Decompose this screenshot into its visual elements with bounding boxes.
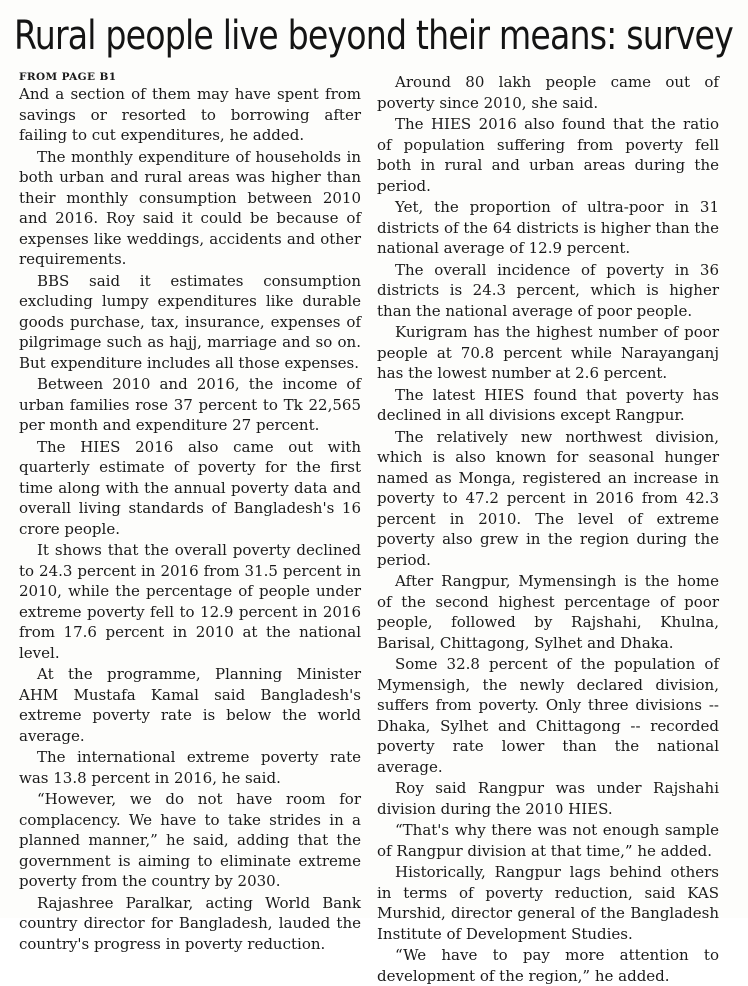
- paragraph: Historically, Rangpur lags behind others in terms of poverty reduction, said KAS Murshid, director general of the Bangladesh Institute of Development Studies.: [377, 863, 719, 943]
- paragraph: Around 80 lakh people came out of poverty since 2010, she said.: [377, 73, 719, 112]
- paragraph: The relatively new northwest division, which is also known for seasonal hunger named as Monga, registered an increase in poverty to 47.2 percent in 2016 from 42.3 percent in 2010. The level of extreme poverty also grew in the region during the period.: [377, 427, 719, 569]
- paragraph: Some 32.8 percent of the population of Mymensigh, the newly declared division, suffers from poverty. Only three divisions -- Dhaka, Sylhet and Chittagong -- recorded poverty rate lower than the national average.: [377, 655, 719, 776]
- paragraph: The HIES 2016 also came out with quarterly estimate of poverty for the first time along with the annual poverty data and overall living standards of Bangladesh's 16 crore people.: [19, 437, 361, 538]
- paragraph: The monthly expenditure of households in both urban and rural areas was higher than their monthly consumption between 2010 and 2016. Roy said it could be because of expenses like weddings, accidents and other requirements.: [19, 147, 361, 268]
- jump-line: FROM PAGE B1: [19, 71, 117, 83]
- paragraph: After Rangpur, Mymensingh is the home of the second highest percentage of poor people, followed by Rajshahi, Khulna, Barisal, Chittagong, Sylhet and Dhaka.: [377, 572, 719, 652]
- left-column: [19, 70, 361, 954]
- paragraph: Roy said Rangpur was under Rajshahi division during the 2010 HIES.: [377, 779, 719, 818]
- paragraph: The overall incidence of poverty in 36 districts is 24.3 percent, which is higher than the national average of poor people.: [377, 260, 719, 320]
- paragraph: “That's why there was not enough sample of Rangpur division at that time,” he added.: [377, 821, 719, 860]
- paragraph: “However, we do not have room for complacency. We have to take strides in a planned manner,” he said, adding that the government is aiming to eliminate extreme poverty from the country by 2030.: [19, 790, 361, 890]
- right-column: [377, 72, 719, 986]
- paragraph: The HIES 2016 also found that the ratio of population suffering from poverty fell both in rural and urban areas during the period.: [377, 115, 719, 195]
- paragraph: Yet, the proportion of ultra-poor in 31 districts of the 64 districts is higher than the national average of 12.9 percent.: [377, 198, 719, 257]
- paragraph: The latest HIES found that poverty has declined in all divisions except Rangpur.: [377, 385, 719, 424]
- paragraph: Between 2010 and 2016, the income of urban families rose 37 percent to Tk 22,565 per month and expenditure 27 percent.: [19, 375, 361, 434]
- paragraph: BBS said it estimates consumption excluding lumpy expenditures like durable goods purchase, tax, insurance, expenses of pilgrimage such as hajj, marriage and so on. But expenditure includes all those expenses.: [19, 271, 361, 372]
- paragraph: The international extreme poverty rate was 13.8 percent in 2016, he said.: [19, 748, 361, 787]
- paragraph: At the programme, Planning Minister AHM Mustafa Kamal said Bangladesh's extreme poverty rate is below the world average.: [19, 665, 361, 745]
- paragraph: It shows that the overall poverty declined to 24.3 percent in 2016 from 31.5 percent in 2010, while the percentage of people under extreme poverty fell to 12.9 percent in 2016 from 17.6 percent in 2010 at the national level.: [19, 541, 361, 662]
- paragraph: And a section of them may have spent from savings or resorted to borrowing after failing to cut expenditures, he added.: [19, 85, 361, 144]
- paragraph: Kurigram has the highest number of poor people at 70.8 percent while Narayanganj has the lowest number at 2.6 percent.: [377, 323, 719, 382]
- paragraph: “We have to pay more attention to development of the region,” he added.: [377, 946, 719, 985]
- paragraph: Rajashree Paralkar, acting World Bank country director for Bangladesh, lauded the country's progress in poverty reduction.: [19, 893, 361, 953]
- headline: Rural people live beyond their means: survey: [14, 13, 733, 59]
